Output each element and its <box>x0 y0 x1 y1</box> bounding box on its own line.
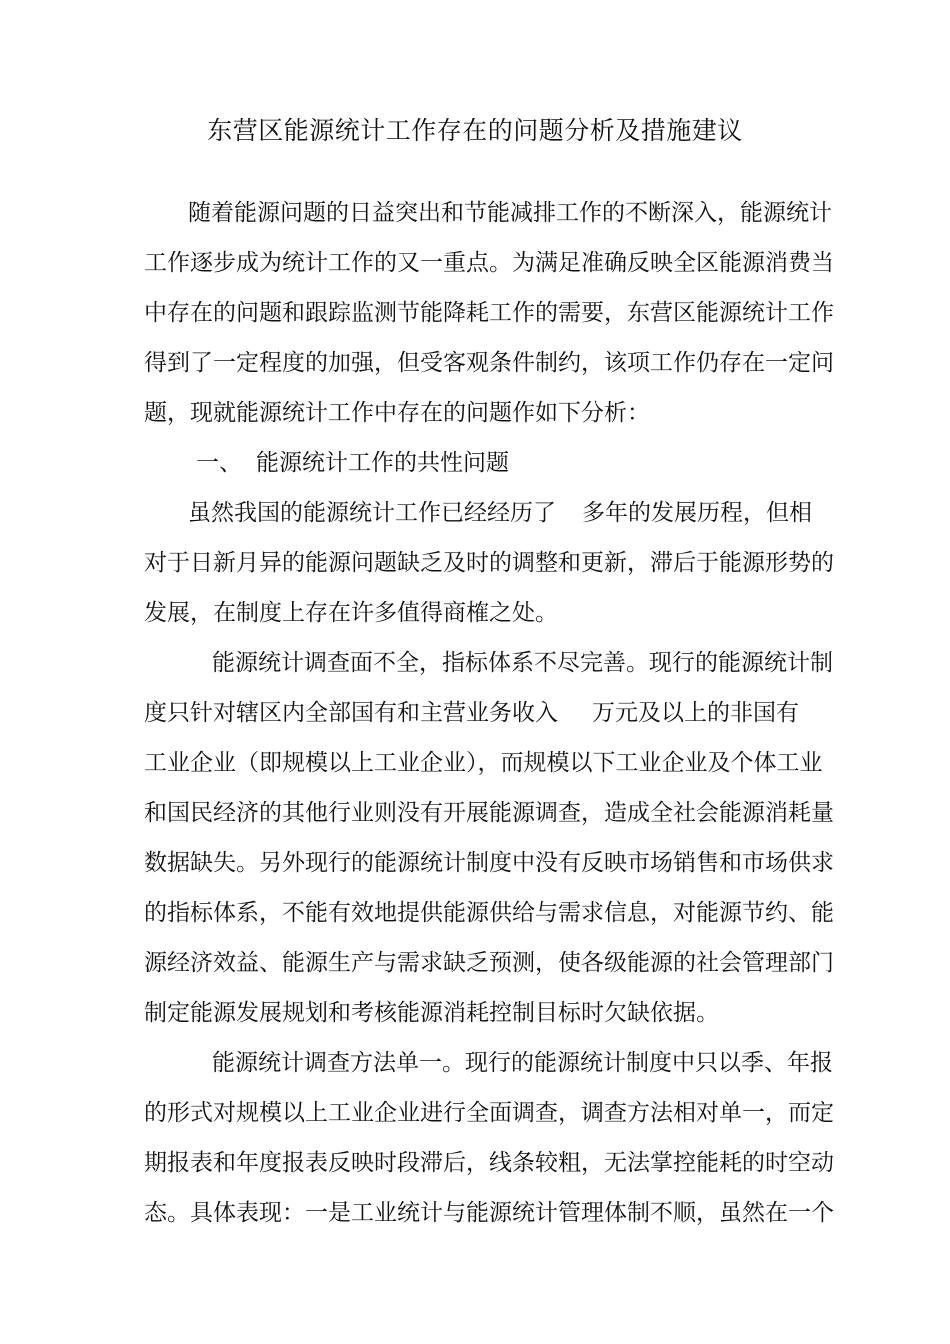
intro-line-3: 中存在的问题和跟踪监测节能降耗工作的需要，东营区能源统计工作 <box>144 300 834 326</box>
para1-line-1b: 多年的发展历程，但相 <box>582 500 812 526</box>
document-title: 东营区能源统计工作存在的问题分析及措施建议 <box>207 116 743 145</box>
para1-line-3: 发展，在制度上存在许多值得商榷之处。 <box>144 600 558 626</box>
intro-line-5: 题，现就能源统计工作中存在的问题作如下分析： <box>144 400 650 426</box>
para2-line-5: 数据缺失。另外现行的能源统计制度中没有反映市场销售和市场供求 <box>144 850 834 876</box>
para3-line-2: 的形式对规模以上工业企业进行全面调查，调查方法相对单一，而定 <box>144 1100 834 1126</box>
para2-line-2a: 度只针对辖区内全部国有和主营业务收入 <box>144 700 558 726</box>
para3-line-3: 期报表和年度报表反映时段滞后，线条较粗，无法掌控能耗的时空动 <box>144 1150 834 1176</box>
para2-line-3: 工业企业（即规模以上工业企业），而规模以下工业企业及个体工业 <box>144 750 823 776</box>
intro-line-1: 随着能源问题的日益突出和节能减排工作的不断深入，能源统计 <box>188 200 832 226</box>
intro-line-4: 得到了一定程度的加强，但受客观条件制约，该项工作仍存在一定问 <box>144 350 834 376</box>
section-heading-number: 一、 <box>196 450 242 476</box>
para2-line-7: 源经济效益、能源生产与需求缺乏预测，使各级能源的社会管理部门 <box>144 950 834 976</box>
intro-line-2: 工作逐步成为统计工作的又一重点。为满足准确反映全区能源消费当 <box>144 250 834 276</box>
para2-line-6: 的指标体系，不能有效地提供能源供给与需求信息，对能源节约、能 <box>144 900 834 926</box>
para2-line-4: 和国民经济的其他行业则没有开展能源调查，造成全社会能源消耗量 <box>144 800 834 826</box>
para3-line-4: 态。具体表现：一是工业统计与能源统计管理体制不顺，虽然在一个 <box>144 1200 834 1226</box>
para2-line-8: 制定能源发展规划和考核能源消耗控制目标时欠缺依据。 <box>144 1000 719 1026</box>
para1-line-2: 对于日新月异的能源问题缺乏及时的调整和更新，滞后于能源形势的 <box>144 550 834 576</box>
para1-line-1a: 虽然我国的能源统计工作已经经历了 <box>188 500 556 526</box>
para3-line-1: 能源统计调查方法单一。现行的能源统计制度中只以季、年报 <box>212 1050 833 1076</box>
para2-line-1: 能源统计调查面不全，指标体系不尽完善。现行的能源统计制 <box>212 650 833 676</box>
para2-line-2b: 万元及以上的非国有 <box>592 700 799 726</box>
section-heading-text: 能源统计工作的共性问题 <box>256 450 509 476</box>
